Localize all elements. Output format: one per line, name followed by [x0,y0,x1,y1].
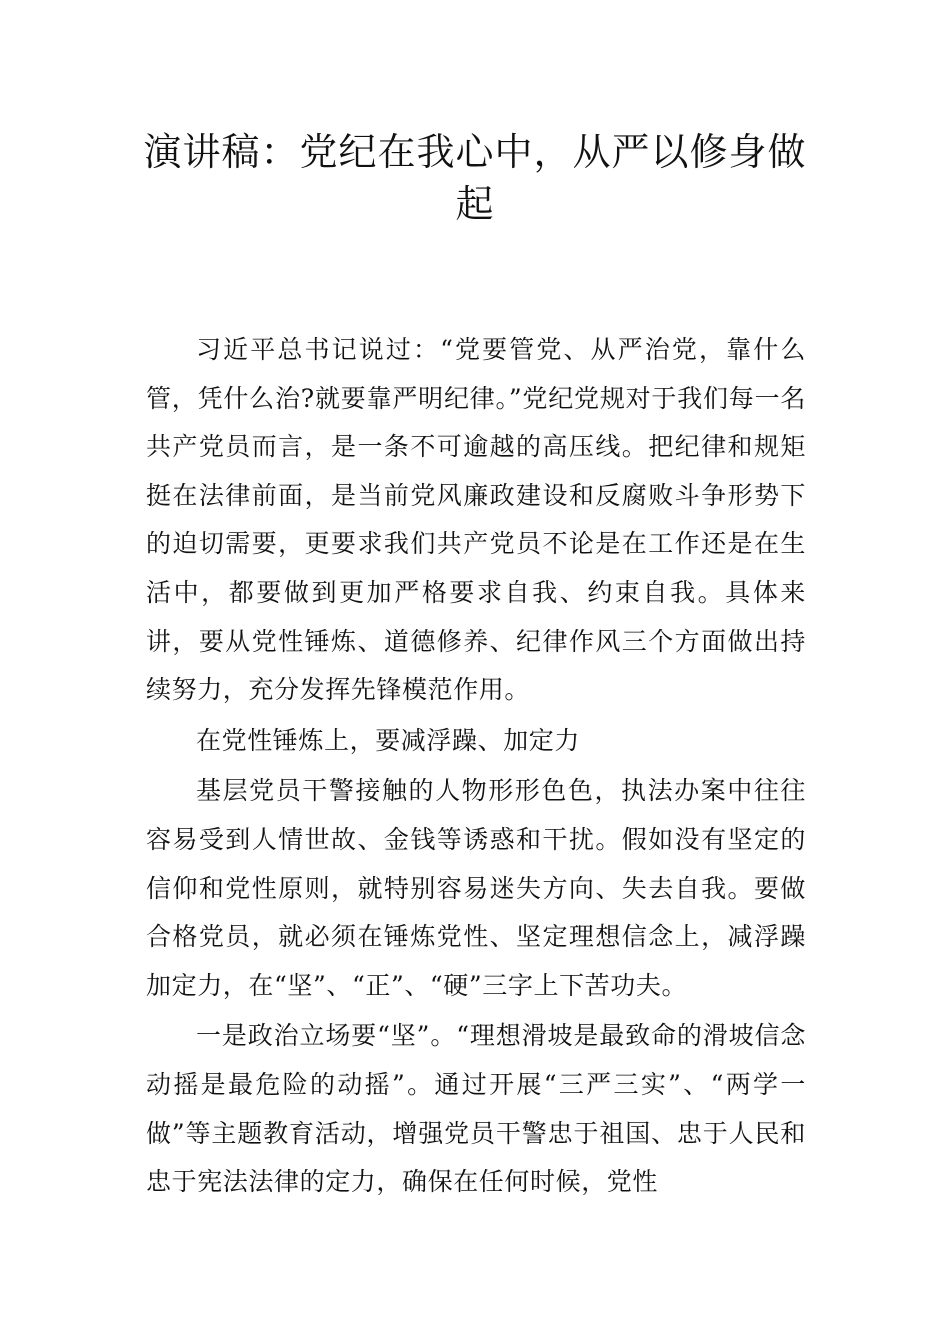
document-body [146,326,806,1207]
document-title: 演讲稿：党纪在我心中，从严以修身做起 [143,130,807,226]
paragraph-grassroots: 基层党员干警接触的人物形形色色，执法办案中往往容易受到人情世故、金钱等诱惑和干扰。假如没有坚定的信仰和党性原则，就特别容易迷失方向、失去自我。要做合格党员，就必须在锤炼党性、坚定理想信念上，减浮躁加定力，在“坚”、“正”、“硬”三字上下苦功夫。 [146,776,806,1000]
paragraph-intro: 习近平总书记说过：“党要管党、从严治党，靠什么管，凭什么治?就要靠严明纪律。”党纪党规对于我们每一名共产党员而言，是一条不可逾越的高压线。把纪律和规矩挺在法律前面，是当前党风廉政建设和反腐败斗争形势下的迫切需要，更要求我们共产党员不论是在工作还是在生活中，都要做到更加严格要求自我、约束自我。具体来讲，要从党性锤炼、道德修养、纪律作风三个方面做出持续努力，充分发挥先锋模范作用。 [146,335,806,705]
paragraph-section-heading: 在党性锤炼上，要减浮躁、加定力 [196,725,581,755]
paragraph-political-stance: 一是政治立场要“坚”。“理想滑坡是最致命的滑坡信念动摇是最危险的动摇”。通过开展“三严三实”、“两学一做”等主题教育活动，增强党员干警忠于祖国、忠于人民和忠于宪法法律的定力，确保在任何时候，党性 [146,1021,806,1197]
